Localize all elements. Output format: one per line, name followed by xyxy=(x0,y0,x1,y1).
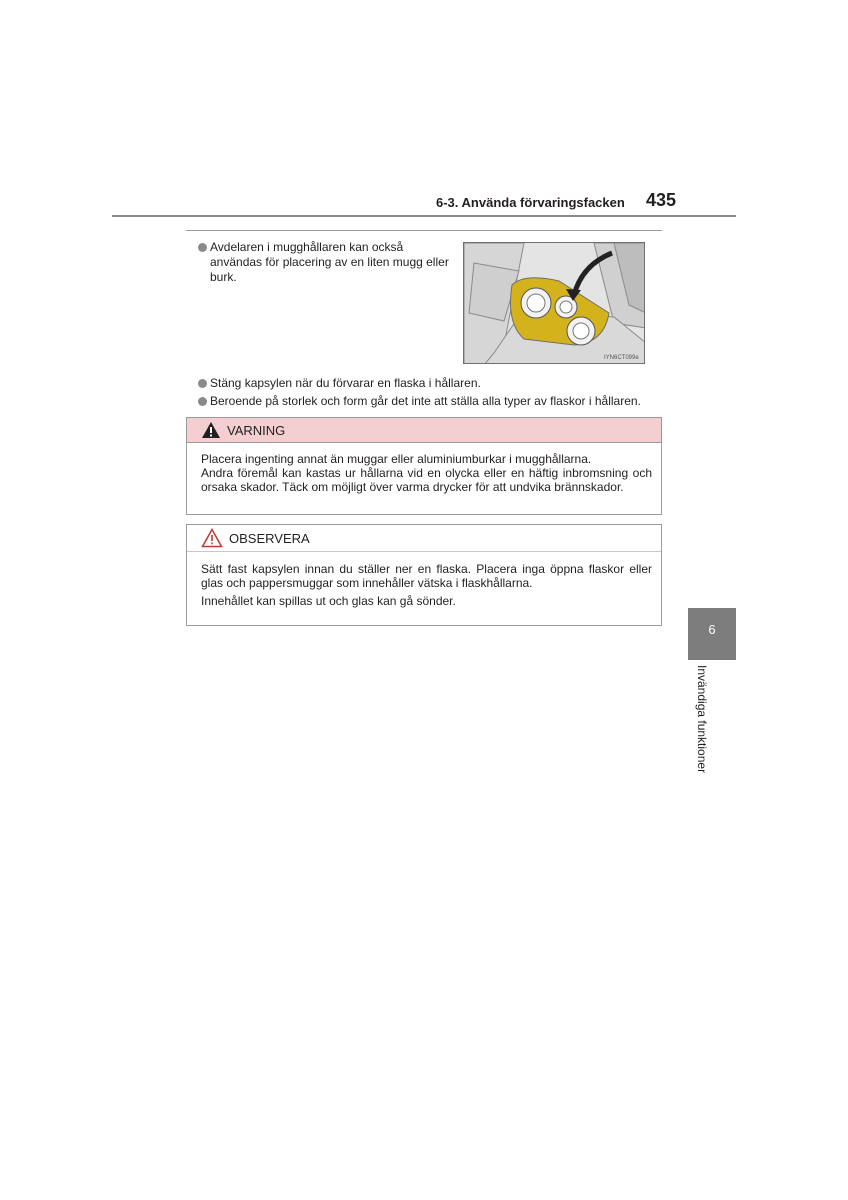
notice-header xyxy=(187,525,661,552)
notice-title: OBSERVERA xyxy=(229,530,310,546)
warning-box xyxy=(186,417,662,515)
warning-header xyxy=(187,418,661,443)
bullet-item xyxy=(198,376,668,391)
bullet-dot-icon xyxy=(198,397,207,406)
page-number: 435 xyxy=(646,190,677,210)
chapter-title: Invändiga funktioner xyxy=(695,665,709,774)
bullet-dot-icon xyxy=(198,243,207,252)
warning-body xyxy=(187,443,661,503)
warning-text: Andra föremål kan kastas ur hållarna vid en olycka eller en häftig inbromsning och orsaka skador. Täck om möjligt över varma drycker för att undvika brännskador. xyxy=(201,466,652,494)
chapter-tab xyxy=(688,608,736,660)
cup-holder-illustration xyxy=(463,242,645,364)
bullet-dot-icon xyxy=(198,379,207,388)
warning-text: Placera ingenting annat än muggar eller aluminiumburkar i mugghållarna. xyxy=(201,452,592,466)
bullet-text: Avdelaren i mugghållaren kan också användas för placering av en liten mugg eller burk. xyxy=(210,240,449,284)
notice-box xyxy=(186,524,662,626)
bullet-text: Stäng kapsylen när du förvarar en flaska i hållaren. xyxy=(210,376,481,390)
notice-text: Innehållet kan spillas ut och glas kan gå sönder. xyxy=(201,594,456,608)
header-divider xyxy=(112,215,736,217)
notice-body xyxy=(187,552,661,617)
illustration-code: IYN6CT099e xyxy=(604,355,639,361)
notice-text: Sätt fast kapsylen innan du ställer ner en flaska. Placera inga öppna flaskor eller glas och pappersmuggar som innehåller vätska i flaskhållarna. xyxy=(201,562,652,590)
chapter-number: 6 xyxy=(708,622,716,637)
bullet-item xyxy=(198,394,668,409)
warning-triangle-icon xyxy=(201,421,221,439)
section-title: 6-3. Använda förvaringsfacken xyxy=(436,195,625,210)
bullet-item xyxy=(198,240,456,285)
caution-triangle-icon xyxy=(201,528,223,548)
bullet-text: Beroende på storlek och form går det inte att ställa alla typer av flaskor i hållaren. xyxy=(210,394,641,408)
content-divider xyxy=(186,230,662,231)
cup-holder-drawing-icon xyxy=(464,243,645,364)
warning-title: VARNING xyxy=(227,422,286,438)
